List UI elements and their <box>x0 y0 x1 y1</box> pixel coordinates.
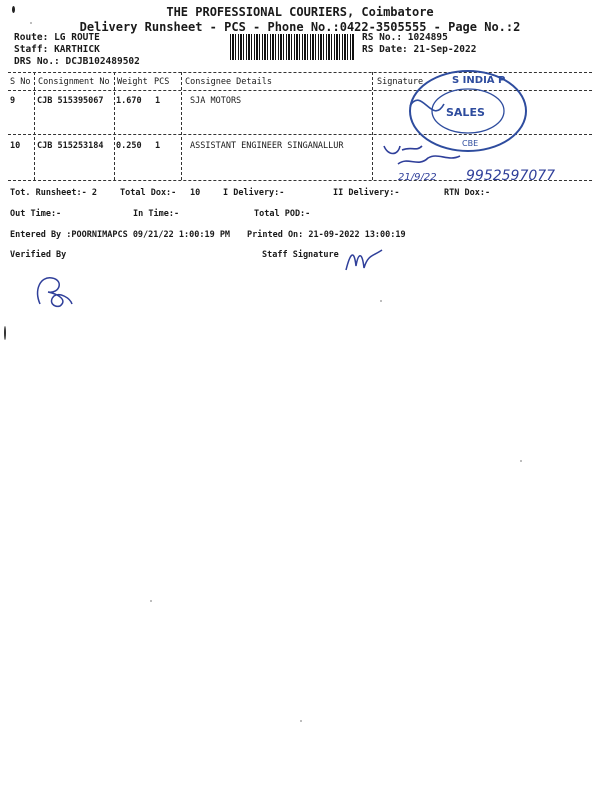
scan-artifact <box>150 600 152 602</box>
staff-label: Staff: <box>14 44 49 55</box>
table-row-weight: 0.250 <box>116 141 142 151</box>
col-divider <box>372 72 373 180</box>
table-row-consignment: CJB 515253184 <box>37 141 104 151</box>
entered-by: Entered By :POORNIMAPCS 09/21/22 1:00:19 PM <box>10 230 231 240</box>
stamp-text-middle: SALES <box>446 106 485 119</box>
table-row-weight: 1.670 <box>116 96 142 106</box>
route-value: LG ROUTE <box>54 32 100 43</box>
col-header-signature: Signature <box>377 77 424 87</box>
col-header-pcs: PCS <box>154 77 170 87</box>
rtn-dox: RTN Dox:- <box>444 188 491 198</box>
verifier-signature-mark <box>30 270 80 310</box>
document-title: THE PROFESSIONAL COURIERS, Coimbatore <box>166 5 434 19</box>
table-row-consignment: CJB 515395067 <box>37 96 104 106</box>
rs-date-label: RS Date: <box>362 44 408 55</box>
out-time: Out Time:- <box>10 209 62 219</box>
route-label: Route: <box>14 32 49 43</box>
drs-label: DRS No.: <box>14 56 60 67</box>
staff-line <box>14 44 100 55</box>
verified-by: Verified By <box>10 250 67 260</box>
total-pod: Total POD:- <box>254 209 311 219</box>
scan-artifact <box>12 6 15 13</box>
scan-artifact <box>30 22 32 24</box>
table-row-sno: 10 <box>10 141 21 151</box>
ii-delivery: II Delivery:- <box>333 188 400 198</box>
staff-value: KARTHICK <box>54 44 100 55</box>
i-delivery: I Delivery:- <box>223 188 285 198</box>
total-dox-label: Total Dox:- <box>120 188 177 198</box>
route-line <box>14 32 100 43</box>
rs-date-line <box>362 44 476 55</box>
handwritten-date: 21/9/22 <box>398 172 437 183</box>
rs-no-value: 1024895 <box>407 32 448 43</box>
col-divider <box>34 72 35 180</box>
handwritten-receipt <box>378 138 578 186</box>
scan-artifact <box>380 300 382 302</box>
stamp-text-bottom: CBE <box>462 139 479 148</box>
handwritten-phone: 9952597077 <box>466 168 556 184</box>
col-header-weight: Weight <box>117 77 148 87</box>
in-time: In Time:- <box>133 209 180 219</box>
staff-signature-label: Staff Signature <box>262 250 339 260</box>
barcode <box>230 34 355 60</box>
scan-artifact <box>4 326 6 340</box>
stamp-text-top: S INDIA P <box>452 75 506 86</box>
total-dox-value: 10 <box>190 188 201 198</box>
rs-no-label: RS No.: <box>362 32 403 43</box>
drs-line <box>14 56 140 67</box>
rs-no-line <box>362 32 448 43</box>
table-row-pcs: 1 <box>155 141 161 151</box>
col-divider <box>181 72 182 180</box>
table-row-consignee: ASSISTANT ENGINEER SINGANALLUR <box>190 141 344 151</box>
scan-artifact <box>520 460 522 462</box>
table-row-pcs: 1 <box>155 96 161 106</box>
col-header-consignment: Consignment No <box>38 77 110 87</box>
col-divider <box>114 72 115 180</box>
document-subtitle: Delivery Runsheet - PCS - Phone No.:0422-3505555 - Page No.:2 <box>79 20 521 34</box>
rs-date-value: 21-Sep-2022 <box>413 44 477 55</box>
drs-value: DCJB102489502 <box>65 56 140 67</box>
table-row-sno: 9 <box>10 96 16 106</box>
table-row-consignee: SJA MOTORS <box>190 96 242 106</box>
printed-on: Printed On: 21-09-2022 13:00:19 <box>247 230 406 240</box>
scan-artifact <box>300 720 302 722</box>
tot-runsheet: Tot. Runsheet:- 2 <box>10 188 97 198</box>
col-header-sno: S No <box>10 77 31 87</box>
col-header-consignee: Consignee Details <box>185 77 272 87</box>
staff-signature-mark <box>342 244 386 276</box>
